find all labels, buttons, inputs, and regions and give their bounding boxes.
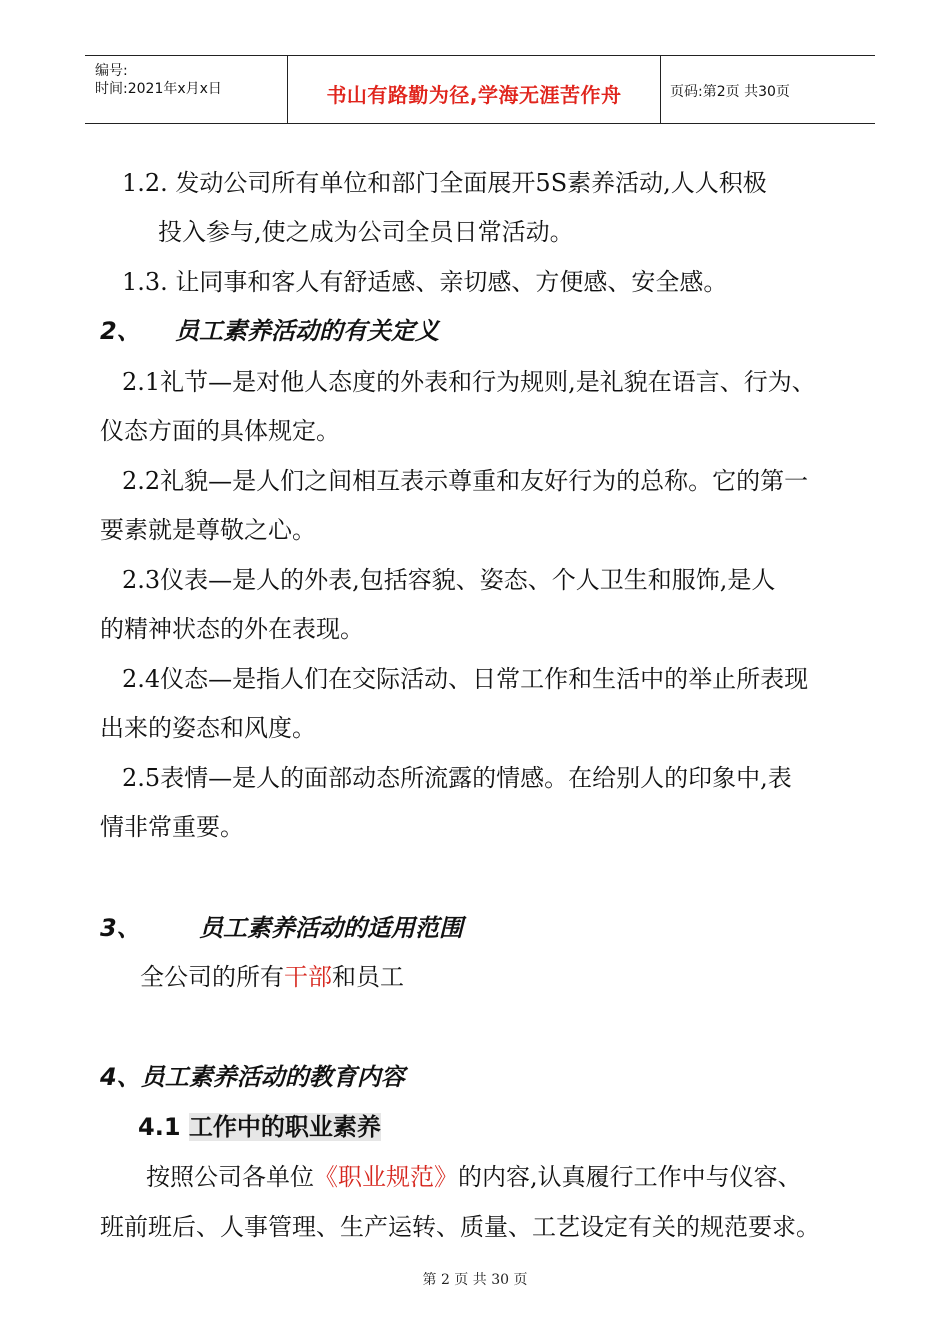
section-4-heading: 4、员工素养活动的教育内容 — [100, 1063, 405, 1091]
definition-2-1-line-1: 2.1礼节—是对他人态度的外表和行为规则,是礼貌在语言、行为、 — [122, 368, 816, 396]
item-1-2-line-2: 投入参与,使之成为公司全员日常活动。 — [158, 218, 574, 246]
subsection-4-1-number: 4.1 — [138, 1113, 181, 1141]
definition-2-5-line-1: 2.5表情—是人的面部动态所流露的情感。在给别人的印象中,表 — [122, 764, 792, 792]
section-2-number: 2、 — [100, 317, 141, 345]
page-footer: 第 2 页 共 30 页 — [422, 1272, 528, 1288]
header-page-label: 页码:第2页 共30页 — [670, 84, 790, 100]
header-motto-cell — [287, 56, 661, 123]
header-motto: 书山有路勤为径,学海无涯苦作舟 — [326, 83, 622, 107]
document-number-label: 编号: — [95, 63, 128, 79]
subsection-4-1-title: 工作中的职业素养 — [188, 1113, 381, 1141]
section-3-heading — [100, 913, 463, 943]
header-meta-cell — [85, 56, 287, 123]
definition-2-3-line-1: 2.3仪表—是人的外表,包括容貌、姿态、个人卫生和服饰,是人 — [122, 566, 776, 594]
scope-text-start: 全公司的所有 — [140, 963, 284, 991]
paragraph-4-1-line-1 — [146, 1162, 802, 1192]
definition-2-5-line-2: 情非常重要。 — [100, 813, 244, 841]
section-2-heading — [100, 316, 439, 346]
section-3-number: 3、 — [100, 914, 141, 942]
scope-highlight: 干部 — [284, 963, 332, 991]
paragraph-4-1-line-2: 班前班后、人事管理、生产运转、质量、工艺设定有关的规范要求。 — [100, 1213, 820, 1241]
document-time-label: 时间:2021年x月x日 — [95, 81, 222, 97]
section-2-title: 员工素养活动的有关定义 — [175, 317, 440, 345]
definition-2-1-line-2: 仪态方面的具体规定。 — [100, 417, 340, 445]
definition-2-3-line-2: 的精神状态的外在表现。 — [100, 615, 364, 643]
item-1-2-line-1: 1.2. 发动公司所有单位和部门全面展开5S素养活动,人人积极 — [122, 169, 767, 197]
scope-text — [140, 962, 404, 992]
header-table — [85, 55, 875, 124]
definition-2-2-line-1: 2.2礼貌—是人们之间相互表示尊重和友好行为的总称。它的第一 — [122, 467, 809, 495]
paragraph-4-1-start: 按照公司各单位 — [146, 1163, 314, 1191]
item-1-3: 1.3. 让同事和客人有舒适感、亲切感、方便感、安全感。 — [122, 268, 728, 296]
header-page-cell — [660, 56, 875, 123]
definition-2-4-line-1: 2.4仪态—是指人们在交际活动、日常工作和生活中的举止所表现 — [122, 665, 809, 693]
career-standards-reference: 《职业规范》 — [314, 1163, 458, 1191]
definition-2-4-line-2: 出来的姿态和风度。 — [100, 714, 316, 742]
scope-text-end: 和员工 — [332, 963, 404, 991]
section-3-title: 员工素养活动的适用范围 — [199, 914, 464, 942]
definition-2-2-line-2: 要素就是尊敬之心。 — [100, 516, 316, 544]
paragraph-4-1-end: 的内容,认真履行工作中与仪容、 — [458, 1163, 802, 1191]
subsection-4-1-heading — [138, 1112, 381, 1142]
